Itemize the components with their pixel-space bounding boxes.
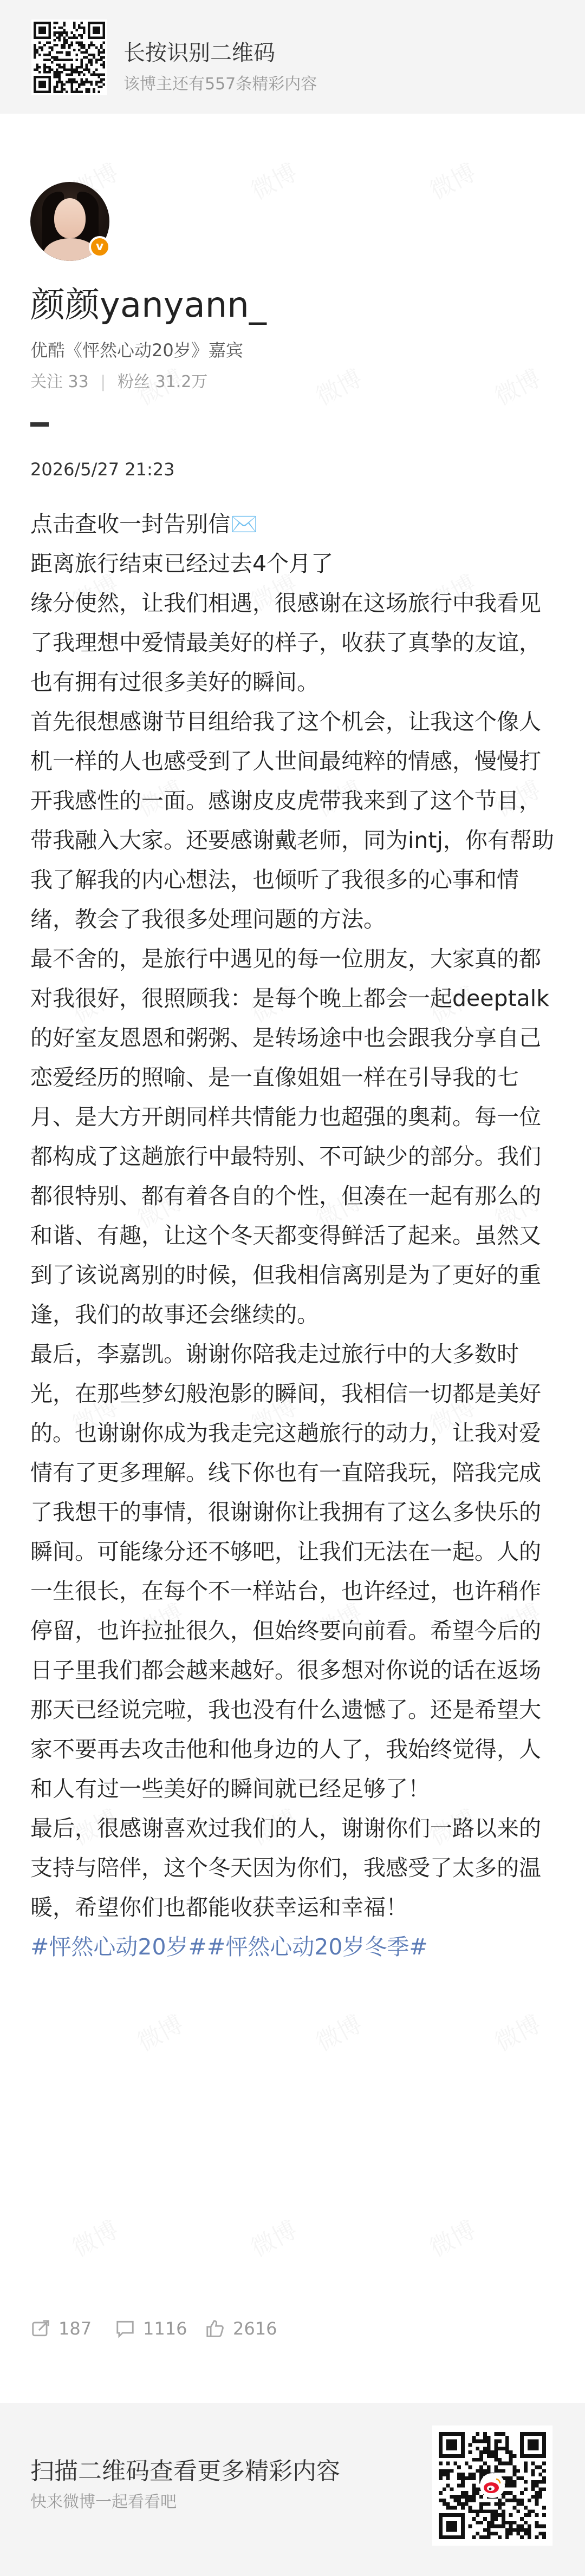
followers-label: 粉丝 [117, 372, 150, 391]
watermark-text [244, 153, 302, 206]
section-divider [30, 422, 49, 427]
repost-count: 187 [58, 2318, 92, 2339]
watermark-text [309, 2005, 367, 2058]
bottom-qr-bar [0, 2403, 585, 2576]
watermark-text [244, 2211, 302, 2264]
author-stats [30, 368, 207, 392]
post-paragraph: 最后，很感谢喜欢过我们的人，谢谢你们一路以来的支持与陪伴，这个冬天因为你们，我感受了太多的温暖，希望你们也都能收获幸运和幸福！ [30, 1815, 541, 1920]
post-paragraph: 最后，李嘉凯。谢谢你陪我走过旅行中的大多数时光，在那些梦幻般泡影的瞬间，我相信一切都是美好的。也谢谢你成为我走完这趟旅行的动力，让我对爱情有了更多理解。线下你也有一直陪我玩，陪我完成了我想干的事情，很谢谢你让我拥有了这么多快乐的瞬间。可能缘分还不够吧，让我们无法在一起。人的一生很长，在每个不一样站台，也许经过，也许稍作停留，也许拉扯很久，但始终要向前看。希望今后的日子里我们都会越来越好。很多想对你说的话在返场那天已经说完啦，我也没有什么遗憾了。还是希望大家不要再去攻击他和他身边的人了，我始终觉得，人和人有过一些美好的瞬间就已经足够了！ [30, 1341, 541, 1802]
repost-icon [30, 2318, 51, 2339]
post-paragraph: 缘分使然，让我们相遇，很感谢在这场旅行中我看见了我理想中爱情最美好的样子，收获了真挚的友谊，也有拥有过很多美好的瞬间。 [30, 590, 541, 695]
post-date: 2026/5/27 21:23 [30, 459, 175, 480]
followers-count: 31.2万 [155, 372, 208, 391]
bottom-qr-title: 扫描二维码查看更多精彩内容 [30, 2457, 340, 2485]
post-paragraph: 最不舍的，是旅行中遇见的每一位朋友，大家真的都对我很好，很照顾我：是每个晚上都会一起deeptalk的好室友恩恩和粥粥、是转场途中也会跟我分享自己恋爱经历的照喻、是一直像姐姐一样在引导我的七月、是大方开朗同样共情能力也超强的奥莉。每一位都构成了这趟旅行中最特别、不可缺少的部分。我们都很特别、都有着各自的个性，但凑在一起有那么的和谐、有趣，让这个冬天都变得鲜活了起来。虽然又到了该说离别的时候，但我相信离别是为了更好的重逢，我们的故事还会继续的。 [30, 946, 549, 1328]
top-qr-bar [0, 0, 585, 114]
watermark-text [130, 2005, 188, 2058]
following-count: 33 [68, 372, 89, 391]
watermark-text [309, 359, 367, 412]
qr-code-bottom[interactable] [432, 2425, 552, 2546]
top-qr-subtitle: 该博主还有557条精彩内容 [123, 75, 317, 94]
comment-count: 1116 [143, 2318, 187, 2339]
comment-icon [115, 2318, 135, 2339]
following-label: 关注 [30, 372, 63, 391]
watermark-text [487, 2005, 546, 2058]
post-body [30, 505, 556, 1967]
watermark-text [422, 2211, 481, 2264]
like-button[interactable] [205, 2317, 277, 2339]
post-paragraph: 首先很想感谢节目组给我了这个机会，让我这个像人机一样的人也感受到了人世间最纯粹的情感，慢慢打开我感性的一面。感谢皮皮虎带我来到了这个节目，带我融入大家。还要感谢戴老师，同为intj，你有帮助我了解我的内心想法，也倾听了我很多的心事和情绪，教会了我很多处理问题的方法。 [30, 709, 554, 932]
author-tag: 优酷《怦然心动20岁》嘉宾 [30, 340, 243, 361]
stats-divider: | [100, 372, 106, 391]
post-paragraph: 点击查收一封告别信✉️ [30, 511, 258, 537]
watermark-text [65, 2211, 123, 2264]
bottom-qr-subtitle: 快来微博一起看看吧 [30, 2493, 177, 2512]
repost-button[interactable] [30, 2317, 92, 2339]
author-name[interactable]: 颜颜yanyann_ [30, 285, 266, 325]
author-avatar[interactable] [30, 182, 109, 261]
like-icon [205, 2318, 225, 2339]
comment-button[interactable] [115, 2317, 187, 2339]
watermark-text [422, 153, 481, 206]
top-qr-title: 长按识别二维码 [123, 41, 275, 66]
like-count: 2616 [233, 2318, 277, 2339]
post-hashtags[interactable]: #怦然心动20岁##怦然心动20岁冬季# [30, 1934, 428, 1960]
watermark-text [487, 359, 546, 412]
weibo-logo-icon [480, 2473, 505, 2498]
post-paragraph: 距离旅行结束已经过去4个月了 [30, 551, 334, 577]
qr-code-top[interactable] [31, 19, 107, 95]
verified-badge-icon: v [89, 236, 110, 258]
